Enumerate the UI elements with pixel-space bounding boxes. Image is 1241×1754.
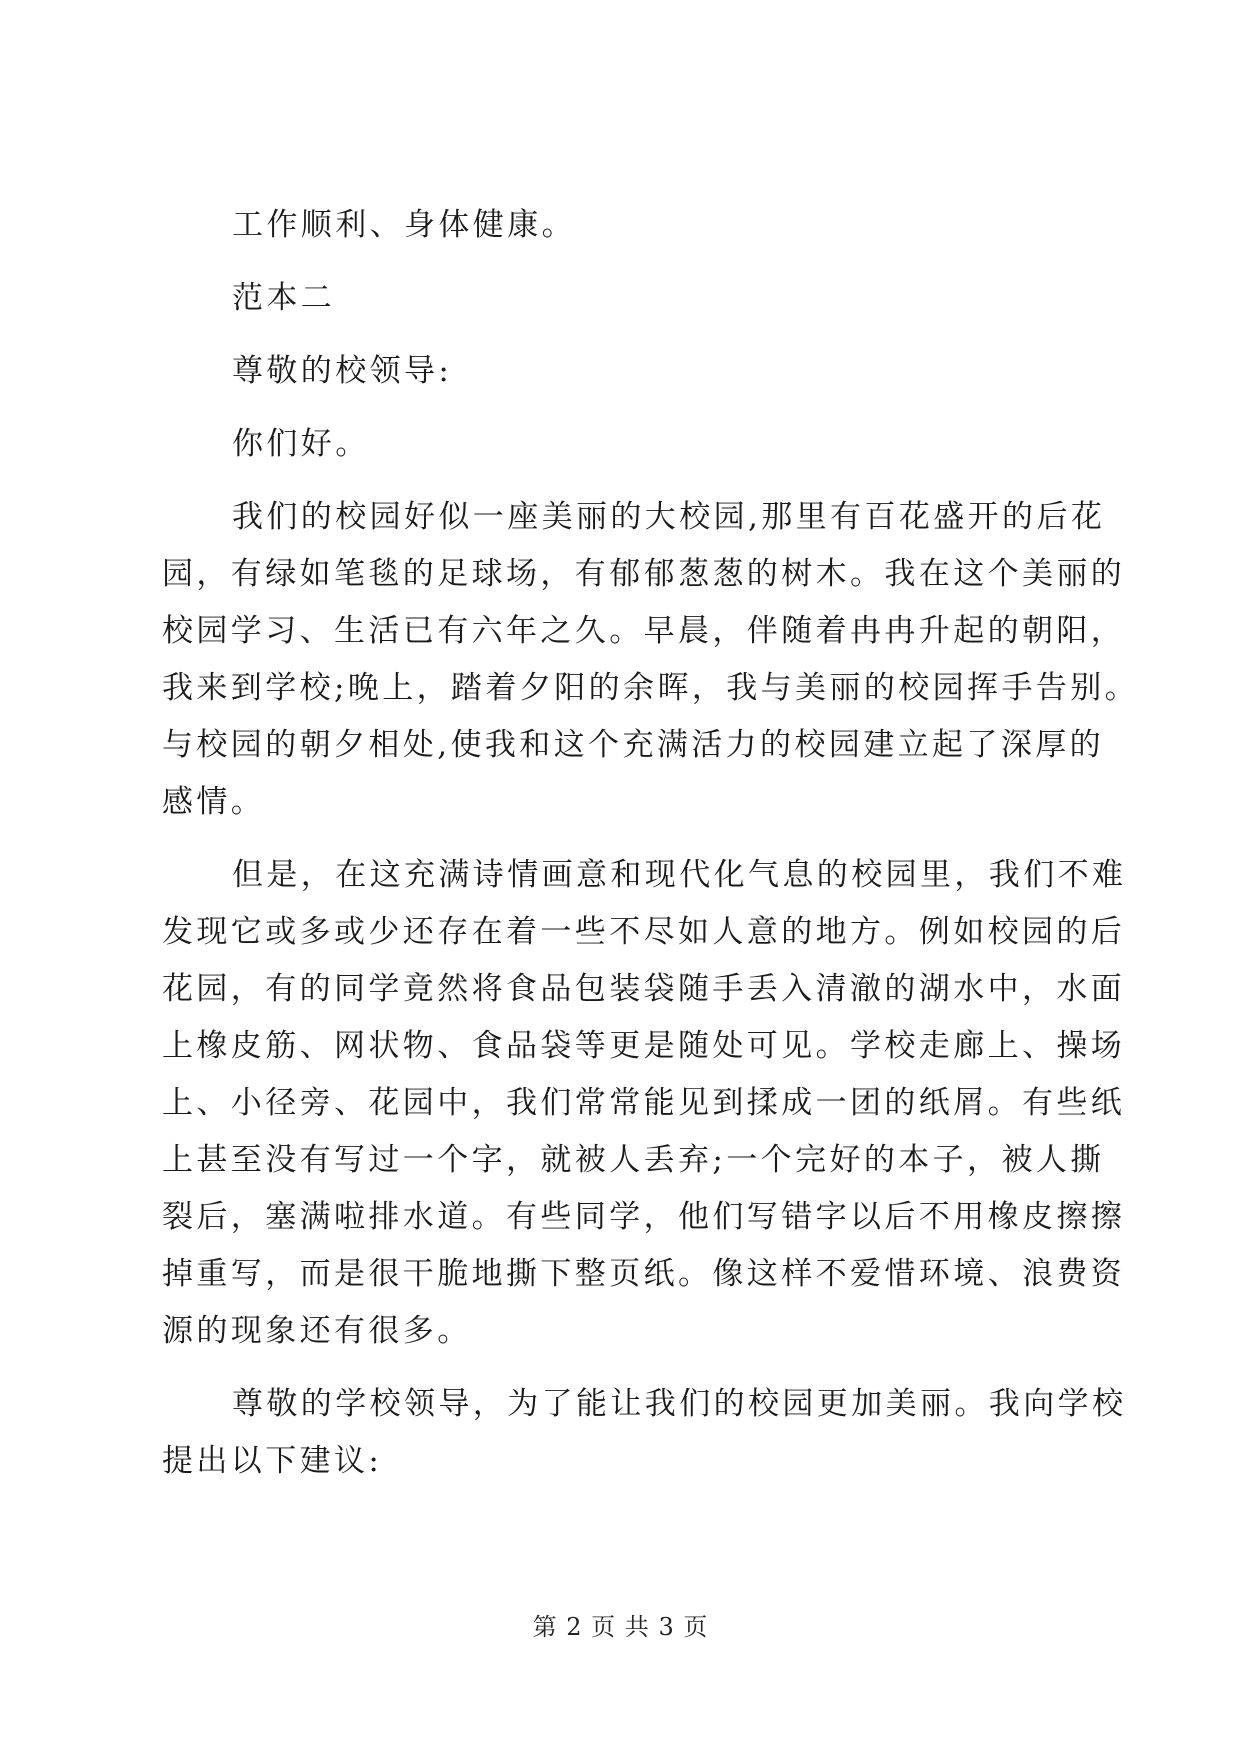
paragraph-campus-description: [162, 489, 1140, 831]
paragraph-problems: [162, 847, 1127, 1360]
document-body: [162, 197, 1140, 1490]
text-line: 提出以下建议:: [162, 1443, 383, 1479]
text-line: 尊敬的学校领导，为了能让我们的校园更加美丽。我向学校: [232, 1386, 1127, 1422]
text-line: 工作顺利、身体健康。: [232, 207, 576, 243]
text-line: 你们好。: [232, 426, 370, 462]
paragraph-salutation: [162, 343, 1082, 400]
text-line: 我们的校园好似一座美丽的大校园,那里有百花盛开的后花: [232, 499, 1106, 535]
text-line: 园，有绿如笔毯的足球场，有郁郁葱葱的树木。我在这个美丽的: [162, 556, 1126, 592]
text-line: 掉重写，而是很干脆地撕下整页纸。像这样不爱惜环境、浪费资: [162, 1256, 1126, 1292]
text-line: 上、小径旁、花园中，我们常常能见到揉成一团的纸屑。有些纸: [162, 1085, 1126, 1121]
text-line: 与校园的朝夕相处,使我和这个充满活力的校园建立起了深厚的: [162, 727, 1105, 763]
text-line: 花园，有的同学竟然将食品包装袋随手丢入清澈的湖水中，水面: [162, 971, 1126, 1007]
text-line: 发现它或多或少还存在着一些不尽如人意的地方。例如校园的后: [162, 914, 1126, 950]
paragraph-greeting: [162, 416, 1082, 473]
text-line: 校园学习、生活已有六年之久。早晨，伴随着冉冉升起的朝阳，: [162, 613, 1126, 649]
text-line: 裂后，塞满啦排水道。有些同学，他们写错字以后不用橡皮擦擦: [162, 1199, 1126, 1235]
text-line: 上橡皮筋、网状物、食品袋等更是随处可见。学校走廊上、操场: [162, 1028, 1126, 1064]
text-line: 范本二: [232, 280, 336, 316]
paragraph-sample-heading: [162, 270, 1082, 327]
text-line: 但是，在这充满诗情画意和现代化气息的校园里，我们不难: [232, 857, 1127, 893]
text-line: 源的现象还有很多。: [162, 1313, 472, 1349]
paragraph-closing-wish: [162, 197, 1082, 254]
paragraph-suggestion-intro: [162, 1376, 1127, 1490]
text-line: 尊敬的校领导:: [232, 353, 453, 389]
text-line: 上甚至没有写过一个字，就被人丢弃;一个完好的本子，被人撕: [162, 1142, 1105, 1178]
text-line: 感情。: [162, 784, 266, 820]
page-number-footer: 第 2 页 共 3 页: [532, 1613, 709, 1641]
text-line: 我来到学校;晚上，踏着夕阳的余晖，我与美丽的校园挥手告别。: [162, 670, 1140, 706]
